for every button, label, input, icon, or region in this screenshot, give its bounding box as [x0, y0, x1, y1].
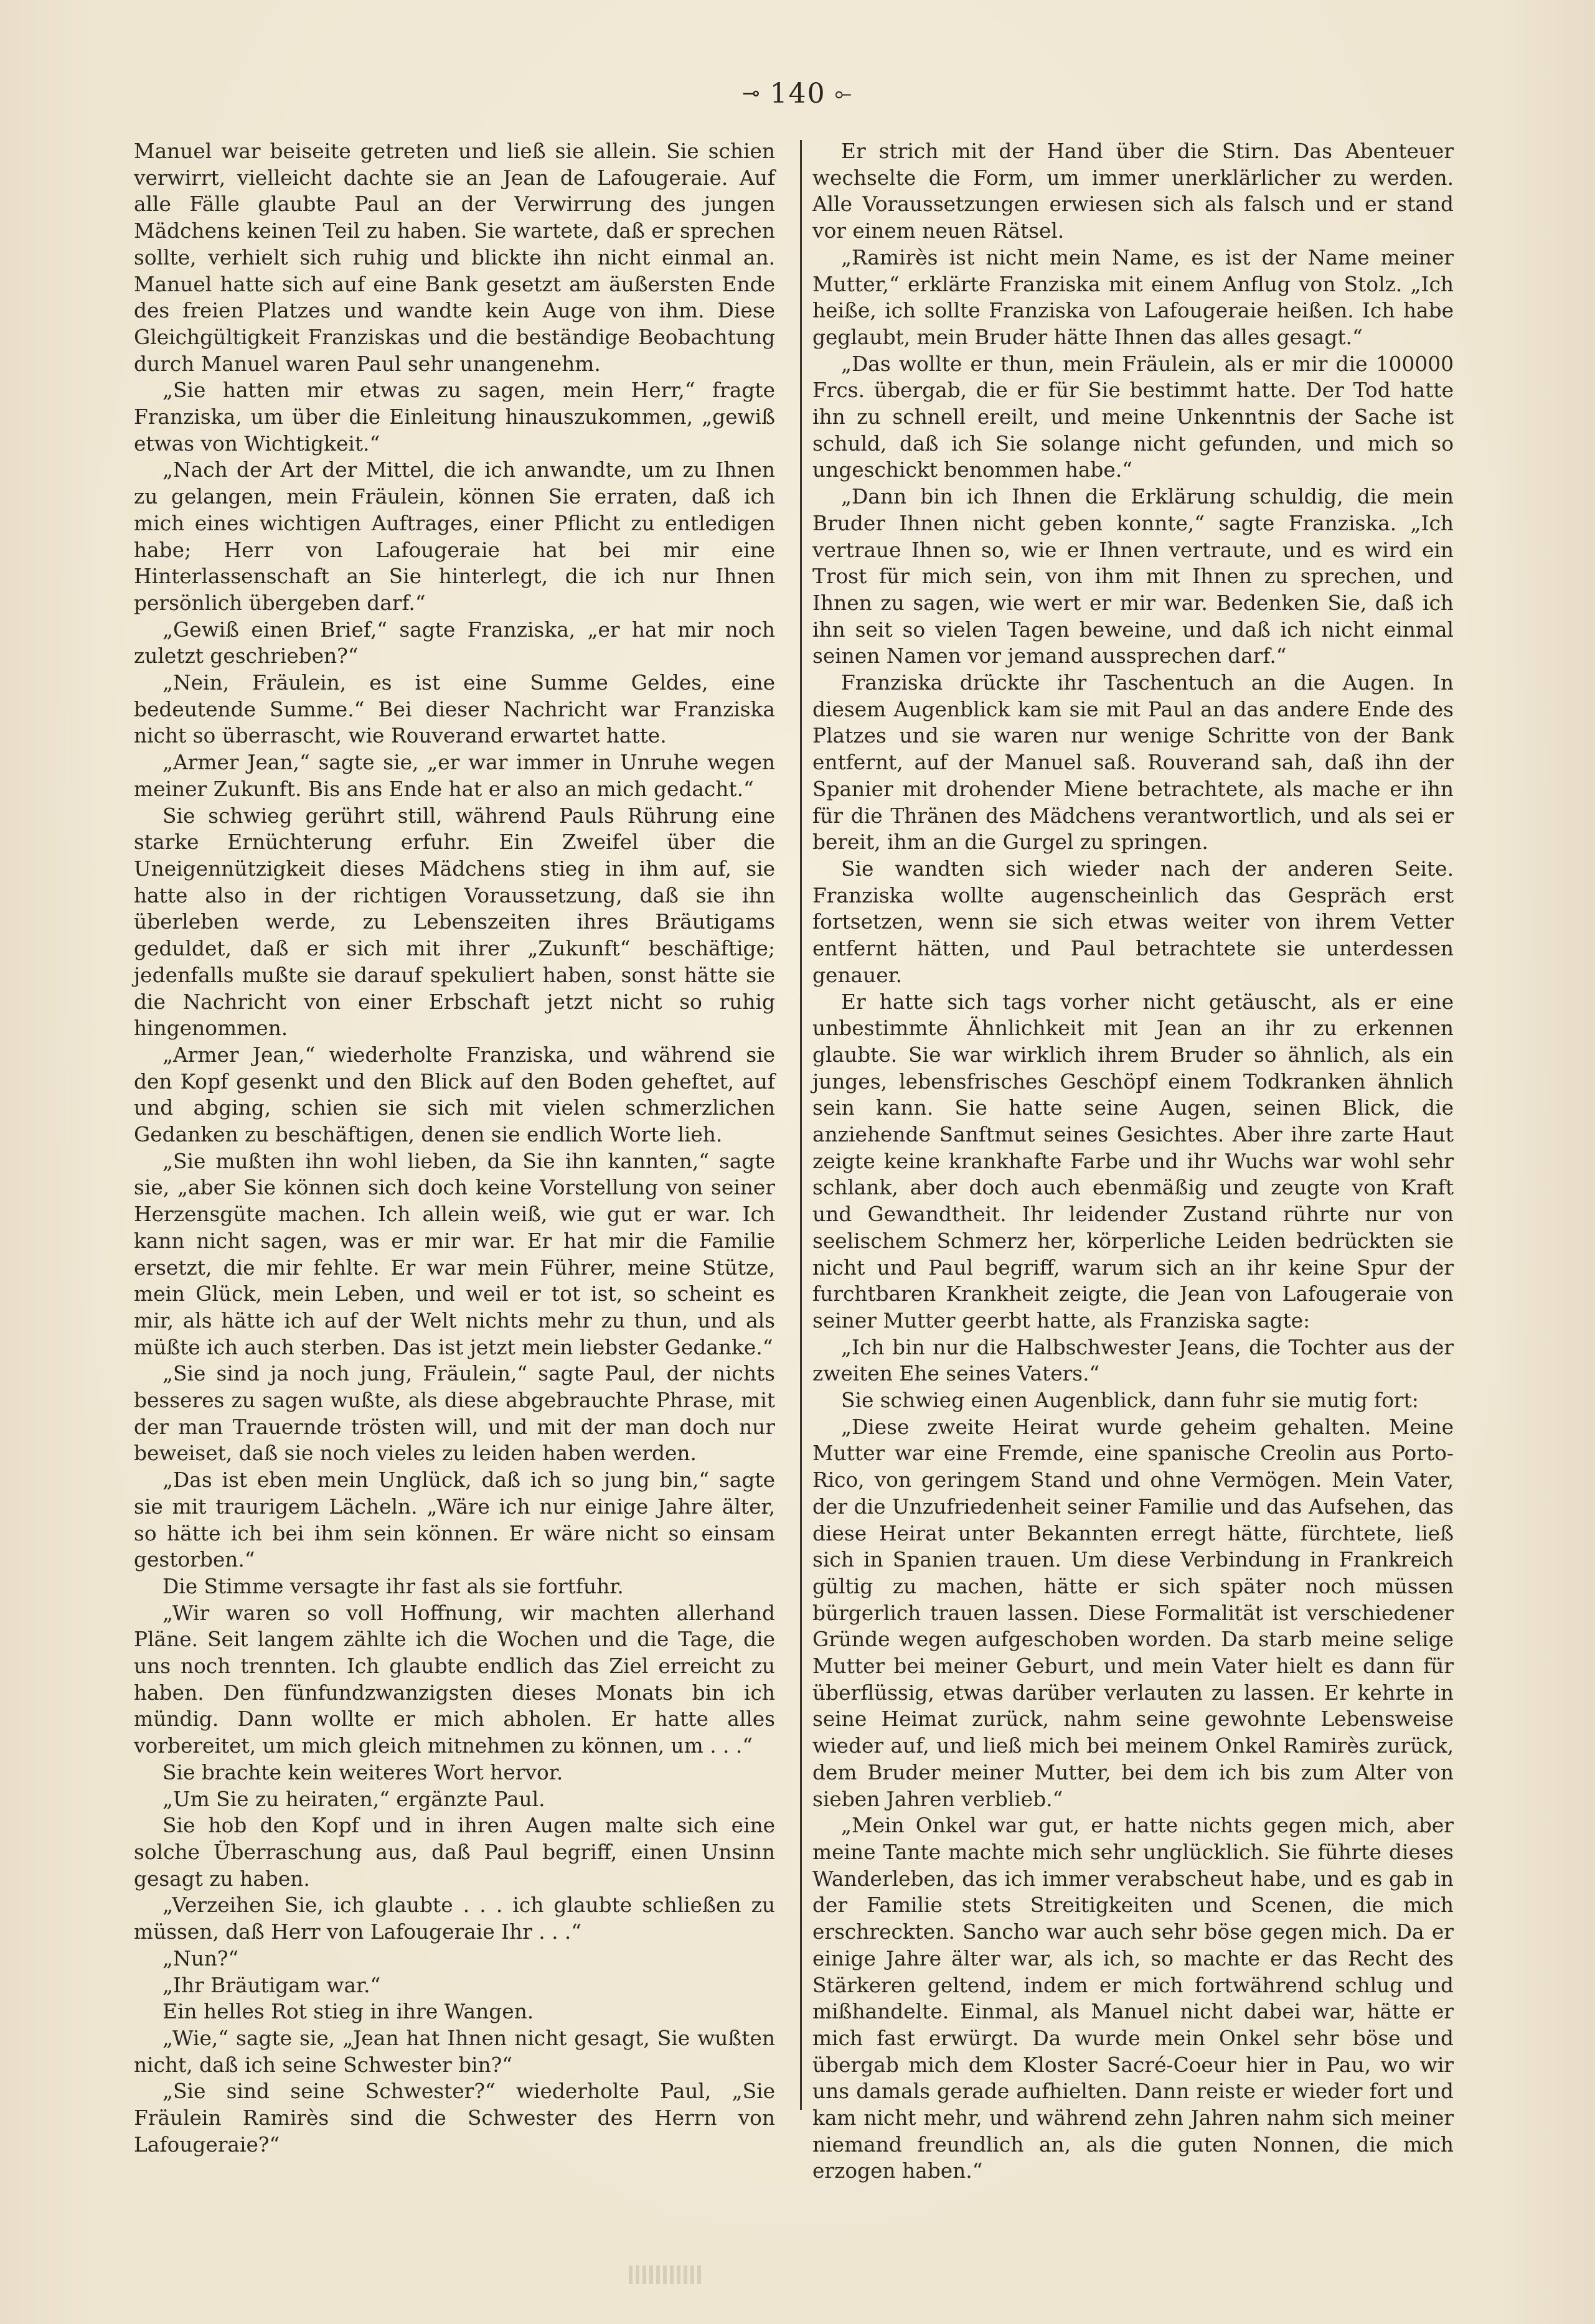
- faint-stamp-mark: [629, 2265, 703, 2284]
- paragraph: Sie schwieg einen Augenblick, dann fuhr sie mutig fort:: [841, 1389, 1419, 1413]
- paragraph: Die Stimme versagte ihr fast als sie fortfuhr.: [162, 1574, 624, 1598]
- left-text-column: [134, 138, 775, 2158]
- paragraph: „Nun?“: [162, 1946, 239, 1970]
- paragraph: „Nein, Fräulein, es ist eine Summe Geldes, eine bedeutende Summe.“ Bei dieser Nachricht war Franziska nicht so überrascht, wie Rouverand erwartet hatte.: [134, 671, 775, 748]
- paragraph: „Mein Onkel war gut, er hatte nichts gegen mich, aber meine Tante machte mich sehr unglücklich. Sie führte dieses Wanderleben, das ich immer verabscheut habe, und es gab in der Familie stets Streitigkeiten und Scenen, die mich erschreckten. Sancho war auch sehr böse gegen mich. Da er einige Jahre älter war, als ich, so machte er das Recht des Stärkeren geltend, indem er mich fortwährend schlug und mißhandelte. Einmal, als Manuel nicht dabei war, hätte er mich fast erwürgt. Da wurde mein Onkel sehr böse und übergab mich dem Kloster Sacré-Coeur hier in Pau, wo wir uns damals gerade aufhielten. Dann reiste er wieder fort und kam nicht mehr, und während zehn Jahren nahm sich meiner niemand freundlich an, als die guten Nonnen, die mich erzogen haben.“: [812, 1814, 1454, 2183]
- page-number: 140: [769, 78, 826, 110]
- paragraph: Sie wandten sich wieder nach der anderen Seite. Franziska wollte augenscheinlich das Gespräch erst fortsetzen, wenn sie sich etwas weiter von ihrem Vetter entfernt hätten, und Paul betrachtete sie unterdessen genauer.: [812, 856, 1454, 987]
- paragraph: „Dann bin ich Ihnen die Erklärung schuldig, die mein Bruder Ihnen nicht geben konnte,“ sagte Franziska. „Ich vertraue Ihnen so, wie er Ihnen vertraute, und es wird ein Trost für mich sein, von ihm mit Ihnen zu sprechen, und Ihnen zu sagen, wie wert er mir war. Bedenken Sie, daß ich ihn seit so vielen Tagen beweine, und daß ich nicht einmal seinen Namen vor jemand aussprechen darf.“: [812, 485, 1454, 668]
- paragraph: „Armer Jean,“ sagte sie, „er war immer in Unruhe wegen meiner Zukunft. Bis ans Ende hat er also an mich gedacht.“: [134, 751, 775, 801]
- paragraph: „Diese zweite Heirat wurde geheim gehalten. Meine Mutter war eine Fremde, eine spanische Creolin aus Porto-Rico, von geringem Stand und ohne Vermögen. Mein Vater, der die Unzufriedenheit seiner Familie und das Aufsehen, das diese Heirat unter Bekannten erregt hätte, fürchtete, ließ sich in Spanien trauen. Um diese Verbindung in Frankreich gültig zu machen, hätte er sich später noch müssen bürgerlich trauen lassen. Diese Formalität ist verschiedener Gründe wegen aufgeschoben worden. Da starb meine selige Mutter bei meiner Geburt, und mein Vater hielt es dann für überflüssig, etwas darüber verlauten zu lassen. Er kehrte in seine Heimat zurück, nahm seine gewohnte Lebensweise wieder auf, und ließ mich bei meinem Onkel Ramirès zurück, dem Bruder meiner Mutter, bei dem ich bis zum Alter von sieben Jahren verblieb.“: [812, 1415, 1454, 1811]
- ornament-left-icon: ⊸: [742, 81, 761, 106]
- paragraph: „Gewiß einen Brief,“ sagte Franziska, „er hat mir noch zuletzt geschrieben?“: [134, 617, 775, 668]
- paragraph: Er strich mit der Hand über die Stirn. Das Abenteuer wechselte die Form, um immer unerklärlicher zu werden. Alle Voraussetzungen erwiesen sich als falsch und er stand vor einem neuen Rätsel.: [812, 139, 1454, 243]
- paragraph: Ein helles Rot stieg in ihre Wangen.: [162, 2000, 534, 2024]
- paragraph: Franziska drückte ihr Taschentuch an die Augen. In diesem Augenblick kam sie mit Paul an das andere Ende des Platzes und sie waren nur wenige Schritte von der Bank entfernt, auf der Manuel saß. Rouverand sah, daß ihn der Spanier mit drohender Miene betrachtete, als mache er ihn für die Thränen des Mädchens verantwortlich, und als sei er bereit, ihm an die Gurgel zu springen.: [812, 671, 1454, 855]
- paragraph: Er hatte sich tags vorher nicht getäuscht, als er eine unbestimmte Ähnlichkeit mit Jean an ihr zu erkennen glaubte. Sie war wirklich ihrem Bruder so ähnlich, als ein junges, lebensfrisches Geschöpf einem Todkranken ähnlich sein kann. Sie hatte seine Augen, seinen Blick, die anziehende Sanftmut seines Gesichtes. Aber ihre zarte Haut zeigte keine krankhafte Farbe und ihr Wuchs war wohl sehr schlank, aber doch auch ebenmäßig und zeugte von Kraft und Gewandtheit. Ihr leidender Zustand rührte nur von seelischem Schmerz her, körperliche Leiden bedrückten sie nicht und Paul begriff, warum sich an ihr keine Spur der furchtbaren Krankheit zeigte, die Jean von Lafougeraie von seiner Mutter geerbt hatte, als Franziska sagte:: [812, 990, 1454, 1333]
- paragraph: „Nach der Art der Mittel, die ich anwandte, um zu Ihnen zu gelangen, mein Fräulein, können Sie erraten, daß ich mich eines wichtigen Auftrages, einer Pflicht zu entledigen habe; Herr von Lafougeraie hat bei mir eine Hinterlassenschaft an Sie hinterlegt, die ich nur Ihnen persönlich übergeben darf.“: [134, 458, 775, 615]
- paragraph: „Wie,“ sagte sie, „Jean hat Ihnen nicht gesagt, Sie wußten nicht, daß ich seine Schwester bin?“: [134, 2026, 775, 2077]
- paragraph: „Ihr Bräutigam war.“: [162, 1973, 381, 1997]
- paragraph: „Verzeihen Sie, ich glaubte . . . ich glaubte schließen zu müssen, daß Herr von Lafougeraie Ihr . . .“: [134, 1893, 775, 1944]
- ornament-right-icon: ⟜: [834, 81, 853, 106]
- paragraph: „Armer Jean,“ wiederholte Franziska, und während sie den Kopf gesenkt und den Blick auf den Boden geheftet, auf und abging, schien sie sich mit vielen schmerzlichen Gedanken zu beschäftigen, denen sie endlich Worte lieh.: [134, 1043, 775, 1147]
- paragraph: „Um Sie zu heiraten,“ ergänzte Paul.: [162, 1787, 545, 1811]
- right-text-column: [812, 138, 1454, 2185]
- paragraph: Sie schwieg gerührt still, während Pauls Rührung eine starke Ernüchterung erfuhr. Ein Zweifel über die Uneigennützigkeit dieses Mädchens stieg in ihm auf, sie hatte also in der richtigen Voraussetzung, daß sie ihn überleben werde, zu Lebenszeiten ihres Bräutigams geduldet, daß er sich mit ihrer „Zukunft“ beschäftige; jedenfalls mußte sie darauf spekuliert haben, sonst hätte sie die Nachricht von einer Erbschaft jetzt nicht so ruhig hingenommen.: [134, 804, 775, 1041]
- column-divider: [800, 140, 802, 2110]
- paragraph: „Das ist eben mein Unglück, daß ich so jung bin,“ sagte sie mit traurigem Lächeln. „Wäre ich nur einige Jahre älter, so hätte ich bei ihm sein können. Er wäre nicht so einsam gestorben.“: [134, 1468, 775, 1572]
- paragraph: „Sie mußten ihn wohl lieben, da Sie ihn kannten,“ sagte sie, „aber Sie können sich doch keine Vorstellung von seiner Herzensgüte machen. Ich allein weiß, wie gut er war. Ich kann nicht sagen, was er mir war. Er hat mir die Familie ersetzt, die mir fehlte. Er war mein Führer, meine Stütze, mein Glück, mein Leben, und weil er tot ist, so scheint es mir, als hätte ich auf der Welt nichts mehr zu thun, und als müßte ich auch sterben. Das ist jetzt mein liebster Gedanke.“: [134, 1149, 775, 1359]
- paragraph: „Wir waren so voll Hoffnung, wir machten allerhand Pläne. Seit langem zählte ich die Wochen und die Tage, die uns noch trennten. Ich glaubte endlich das Ziel erreicht zu haben. Den fünfundzwanzigsten dieses Monats bin ich mündig. Dann wollte er mich abholen. Er hatte alles vorbereitet, um mich gleich mitnehmen zu können, um . . .“: [134, 1601, 775, 1758]
- paragraph: „Sie hatten mir etwas zu sagen, mein Herr,“ fragte Franziska, um über die Einleitung hinauszukommen, „gewiß etwas von Wichtigkeit.“: [134, 378, 775, 456]
- paragraph: „Ramirès ist nicht mein Name, es ist der Name meiner Mutter,“ erklärte Franziska mit einem Anflug von Stolz. „Ich heiße, ich sollte Franziska von Lafougeraie heißen. Ich habe geglaubt, mein Bruder hätte Ihnen das alles gesagt.“: [812, 245, 1454, 349]
- paragraph: „Das wollte er thun, mein Fräulein, als er mir die 100000 Frcs. übergab, die er für Sie bestimmt hatte. Der Tod hatte ihn zu schnell ereilt, und meine Unkenntnis der Sache ist schuld, daß ich Sie solange nicht gefunden, und mich so ungeschickt benommen habe.“: [812, 352, 1454, 482]
- paragraph: Sie hob den Kopf und in ihren Augen malte sich eine solche Überraschung aus, daß Paul begriff, einen Unsinn gesagt zu haben.: [134, 1814, 775, 1891]
- paragraph: „Ich bin nur die Halbschwester Jeans, die Tochter aus der zweiten Ehe seines Vaters.“: [812, 1335, 1454, 1386]
- paragraph: Manuel war beiseite getreten und ließ sie allein. Sie schien verwirrt, vielleicht dachte sie an Jean de Lafougeraie. Auf alle Fälle glaubte Paul an der Verwirrung des jungen Mädchens keinen Teil zu haben. Sie wartete, daß er sprechen sollte, verhielt sich ruhig und blickte ihn nicht einmal an. Manuel hatte sich auf eine Bank gesetzt am äußersten Ende des freien Platzes und wandte kein Auge von ihm. Diese Gleichgültigkeit Franziskas und die beständige Beobachtung durch Manuel waren Paul sehr unangenehm.: [134, 139, 775, 376]
- paragraph: „Sie sind seine Schwester?“ wiederholte Paul, „Sie Fräulein Ramirès sind die Schwester des Herrn von Lafougeraie?“: [134, 2079, 775, 2157]
- paragraph: „Sie sind ja noch jung, Fräulein,“ sagte Paul, der nichts besseres zu sagen wußte, als diese abgebrauchte Phrase, mit der man Trauernde trösten will, und mit der man doch nur beweiset, daß sie noch vieles zu leiden haben werden.: [134, 1362, 775, 1466]
- page-number-header: [0, 78, 1595, 110]
- paragraph: Sie brachte kein weiteres Wort hervor.: [162, 1760, 563, 1784]
